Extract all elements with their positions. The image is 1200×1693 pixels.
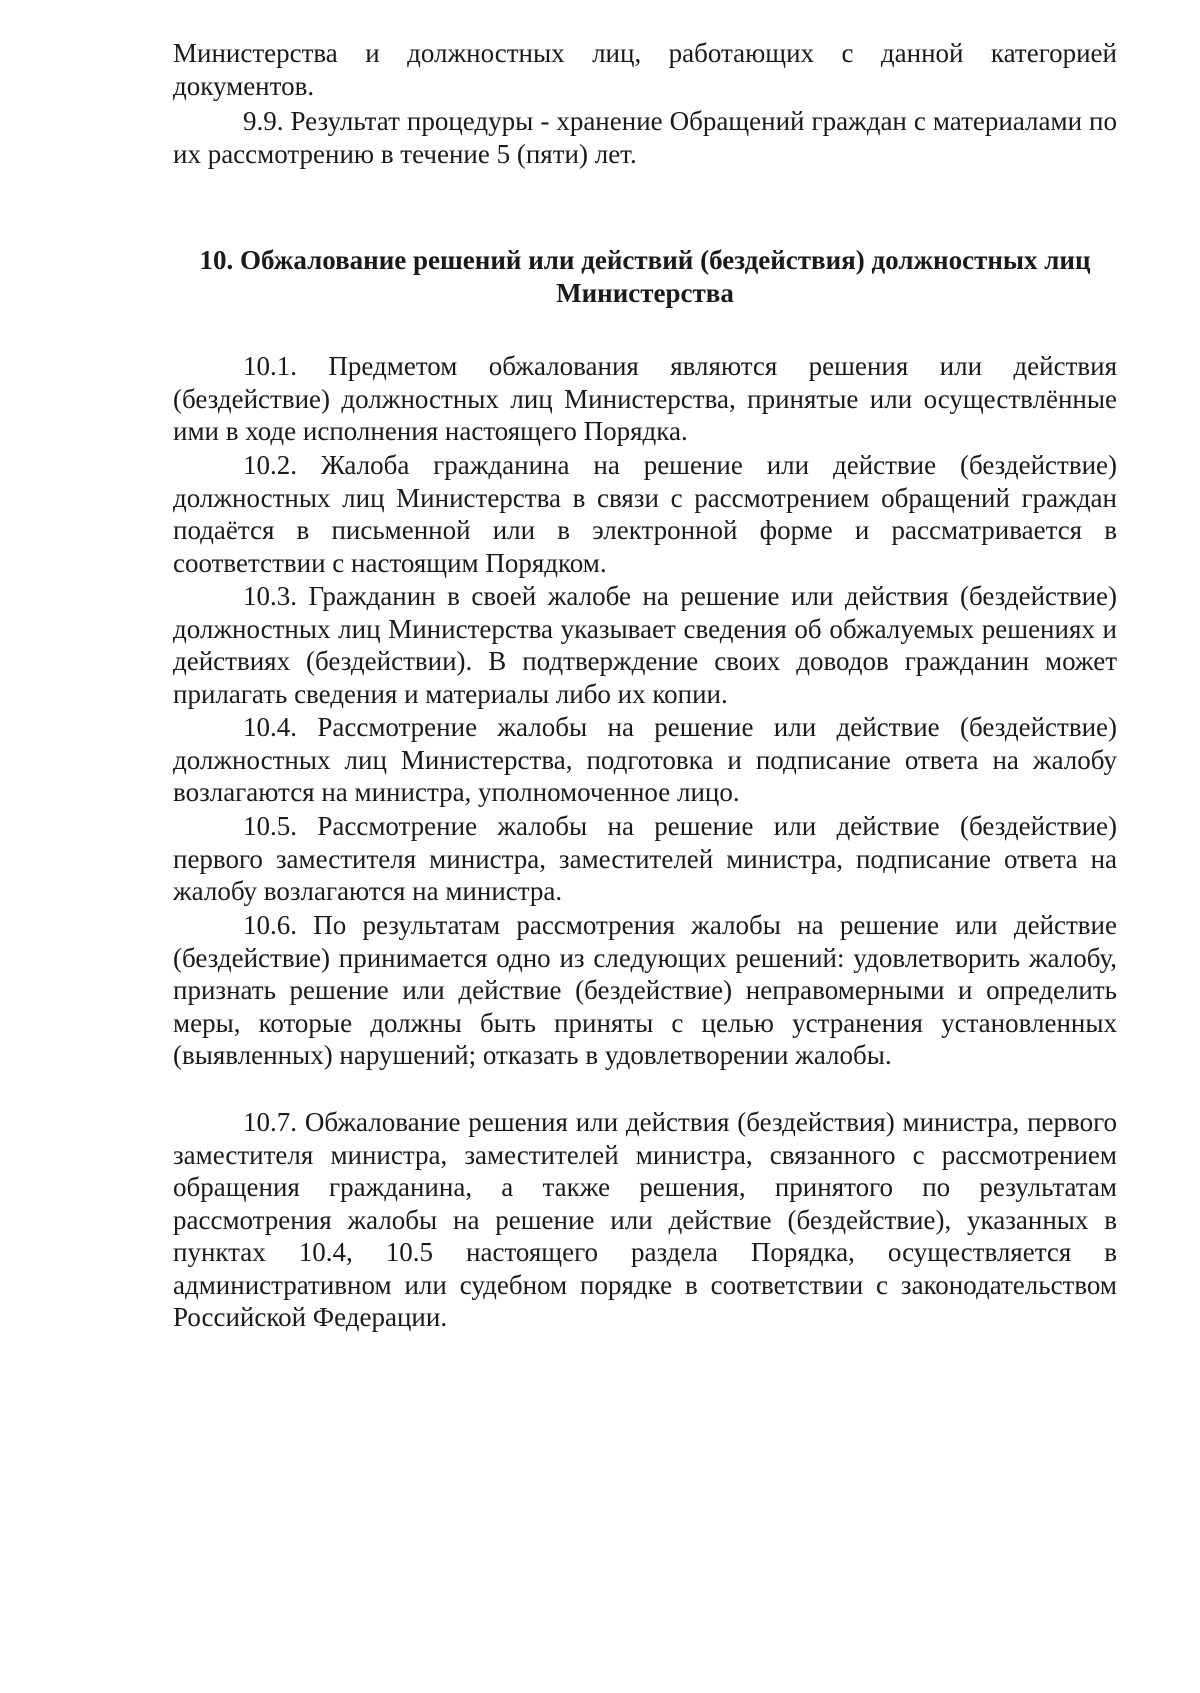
section-heading-line-2: Министерства [556,278,734,308]
paragraph-10-7: 10.7. Обжалование решения или действия (бездействия) министра, первого заместителя министра, заместителей министра, связанного с рассмотрением обращения гражданина, а также решения, принятого по результатам рассмотрения жалобы на решение или действие (бездействие), указанных в пунктах 10.4, 10.5 настоящего раздела Порядка, осуществляется в административном или судебном порядке в соответствии с законодательством Российской Федерации. [173,1107,1117,1332]
section-heading-line-1: 10. Обжалование решений или действий (бездействия) должностных лиц [199,245,1091,275]
paragraph-9-9: 9.9. Результат процедуры - хранение Обращений граждан с материалами по их рассмотрению в течение 5 (пяти) лет. [173,106,1117,169]
paragraph-10-1: 10.1. Предметом обжалования являются решения или действия (бездействие) должностных лиц Министерства, принятые или осуществлённые ими в ходе исполнения настоящего Порядка. [173,351,1117,446]
paragraph-10-6: 10.6. По результатам рассмотрения жалобы на решение или действие (бездействие) принимается одно из следующих решений: удовлетворить жалобу, признать решение или действие (бездействие) неправомерными и определить меры, которые должны быть приняты с целью устранения установленных (выявленных) нарушений; отказать в удовлетворении жалобы. [173,910,1117,1070]
paragraph-10-4: 10.4. Рассмотрение жалобы на решение или действие (бездействие) должностных лиц Министерства, подготовка и подписание ответа на жалобу возлагаются на министра, уполномоченное лицо. [173,712,1117,807]
paragraph-10-5: 10.5. Рассмотрение жалобы на решение или действие (бездействие) первого заместителя министра, заместителей министра, подписание ответа на жалобу возлагаются на министра. [173,811,1117,906]
paragraph-10-3: 10.3. Гражданин в своей жалобе на решение или действия (бездействие) должностных лиц Министерства указывает сведения об обжалуемых решениях и действиях (бездействии). В подтверждение своих доводов гражданин может прилагать сведения и материалы либо их копии. [173,581,1117,709]
continuation-paragraph: Министерства и должностных лиц, работающих с данной категорией документов. [173,38,1117,101]
paragraph-10-2: 10.2. Жалоба гражданина на решение или действие (бездействие) должностных лиц Министерства в связи с рассмотрением обращений граждан подаётся в письменной или в электронной форме и рассматривается в соответствии с настоящим Порядком. [173,450,1117,578]
section-heading [173,244,1117,310]
